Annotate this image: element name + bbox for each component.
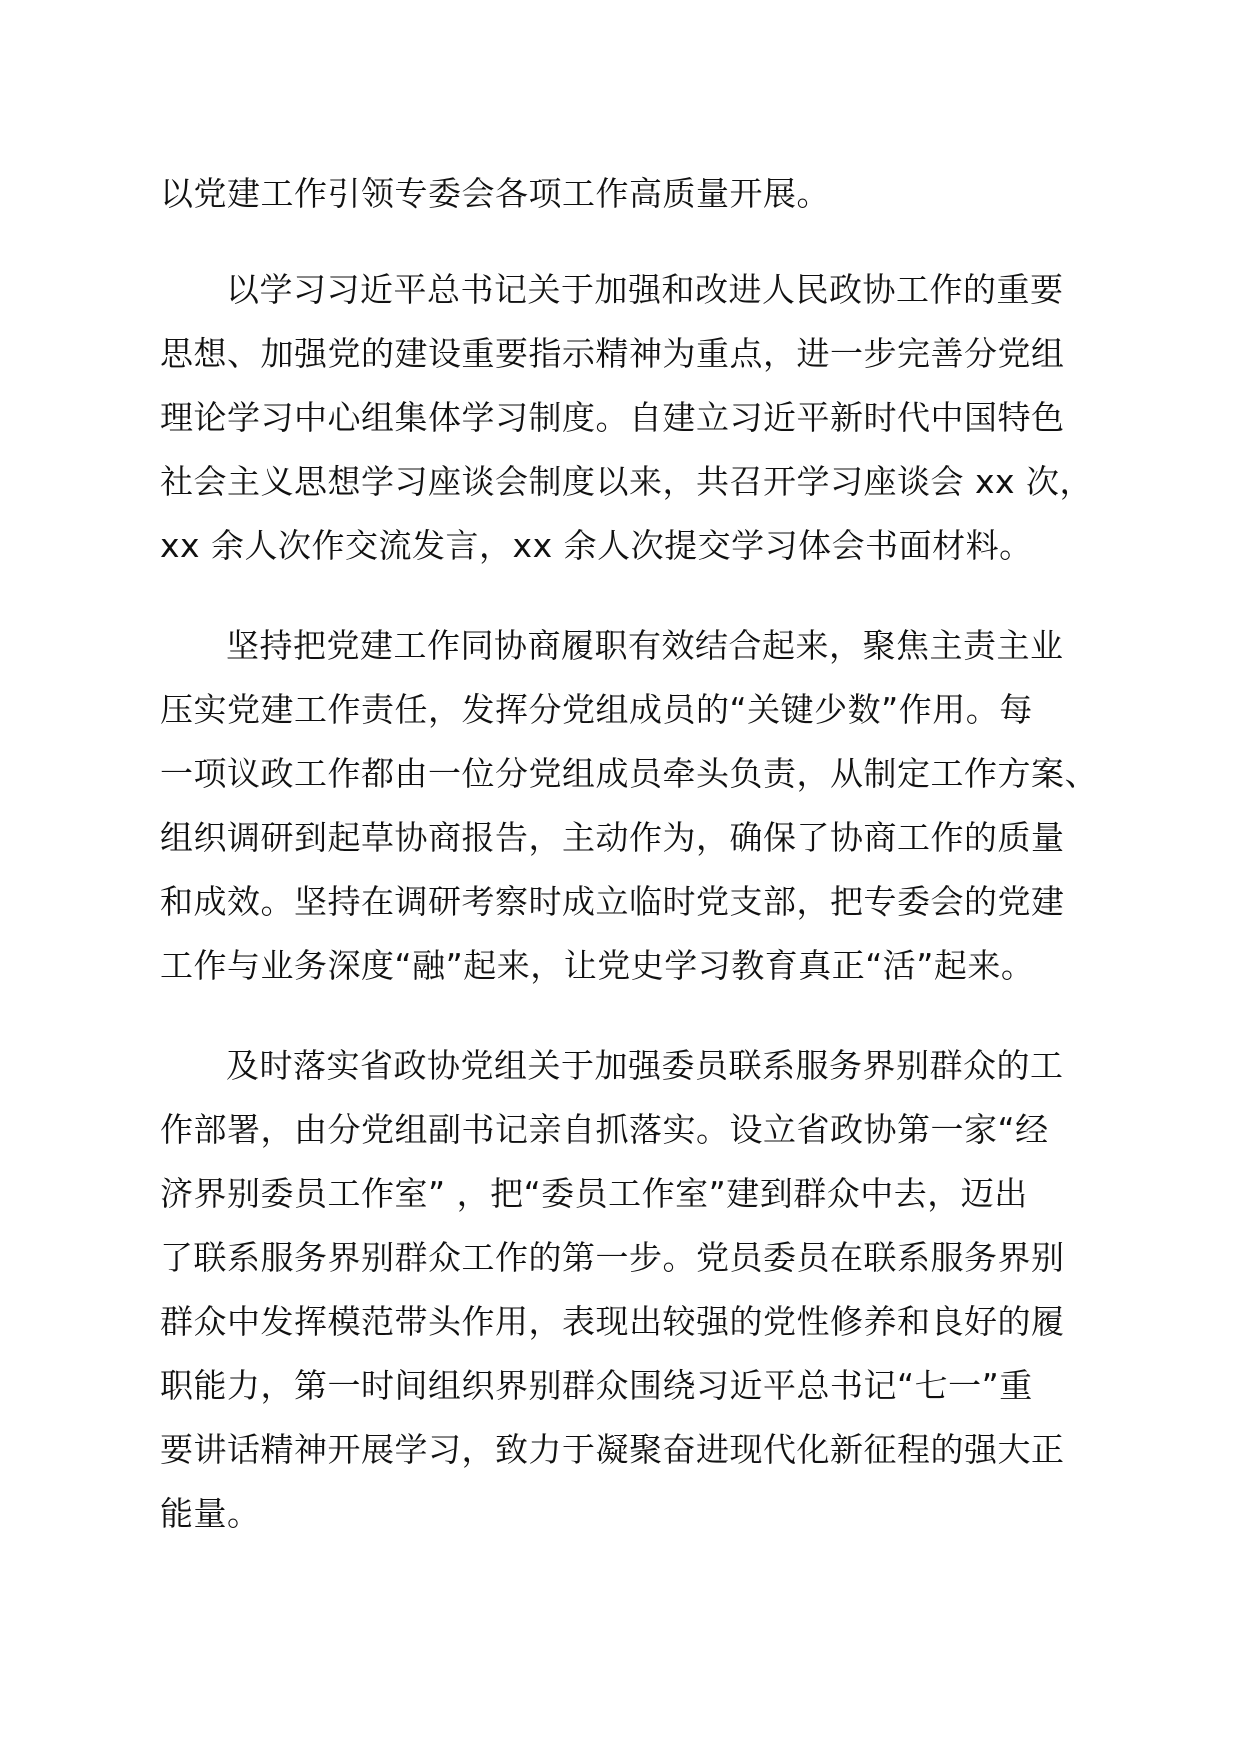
paragraph-2 bbox=[160, 258, 1120, 578]
paragraph-line: 济界别委员工作室” ，把“委员工作室”建到群众中去，迈出 bbox=[160, 1174, 1028, 1213]
paragraph-line: 能量。 bbox=[160, 1494, 261, 1533]
paragraph-line: 压实党建工作责任，发挥分党组成员的“关键少数”作用。每 bbox=[160, 690, 1033, 729]
paragraph-line: 社会主义思想学习座谈会制度以来，共召开学习座谈会 xx 次， bbox=[160, 462, 1094, 501]
paragraph-line: 以党建工作引领专委会各项工作高质量开展。 bbox=[160, 174, 830, 213]
paragraph-line: 组织调研到起草协商报告，主动作为，确保了协商工作的质量 bbox=[160, 818, 1065, 857]
paragraph-4 bbox=[160, 1034, 1120, 1546]
paragraph-line: 及时落实省政协党组关于加强委员联系服务界别群众的工 bbox=[226, 1046, 1064, 1085]
paragraph-1 bbox=[160, 162, 1120, 226]
paragraph-line: 工作与业务深度“融”起来，让党史学习教育真正“活”起来。 bbox=[160, 946, 1035, 985]
paragraph-line: 坚持把党建工作同协商履职有效结合起来，聚焦主责主业 bbox=[226, 626, 1064, 665]
paragraph-line: 作部署，由分党组副书记亲自抓落实。设立省政协第一家“经 bbox=[160, 1110, 1049, 1149]
paragraph-line: xx 余人次作交流发言，xx 余人次提交学习体会书面材料。 bbox=[160, 526, 1033, 565]
paragraph-3 bbox=[160, 614, 1120, 998]
paragraph-line: 以学习习近平总书记关于加强和改进人民政协工作的重要 bbox=[226, 270, 1064, 309]
paragraph-line: 了联系服务界别群众工作的第一步。党员委员在联系服务界别 bbox=[160, 1238, 1065, 1277]
paragraph-line: 一项议政工作都由一位分党组成员牵头负责，从制定工作方案、 bbox=[160, 754, 1098, 793]
paragraph-line: 和成效。坚持在调研考察时成立临时党支部，把专委会的党建 bbox=[160, 882, 1065, 921]
paragraph-line: 思想、加强党的建设重要指示精神为重点，进一步完善分党组 bbox=[160, 334, 1065, 373]
paragraph-line: 群众中发挥模范带头作用，表现出较强的党性修养和良好的履 bbox=[160, 1302, 1065, 1341]
paragraph-line: 职能力，第一时间组织界别群众围绕习近平总书记“七一”重 bbox=[160, 1366, 1033, 1405]
paragraph-line: 理论学习中心组集体学习制度。自建立习近平新时代中国特色 bbox=[160, 398, 1065, 437]
paragraph-line: 要讲话精神开展学习，致力于凝聚奋进现代化新征程的强大正 bbox=[160, 1430, 1065, 1469]
